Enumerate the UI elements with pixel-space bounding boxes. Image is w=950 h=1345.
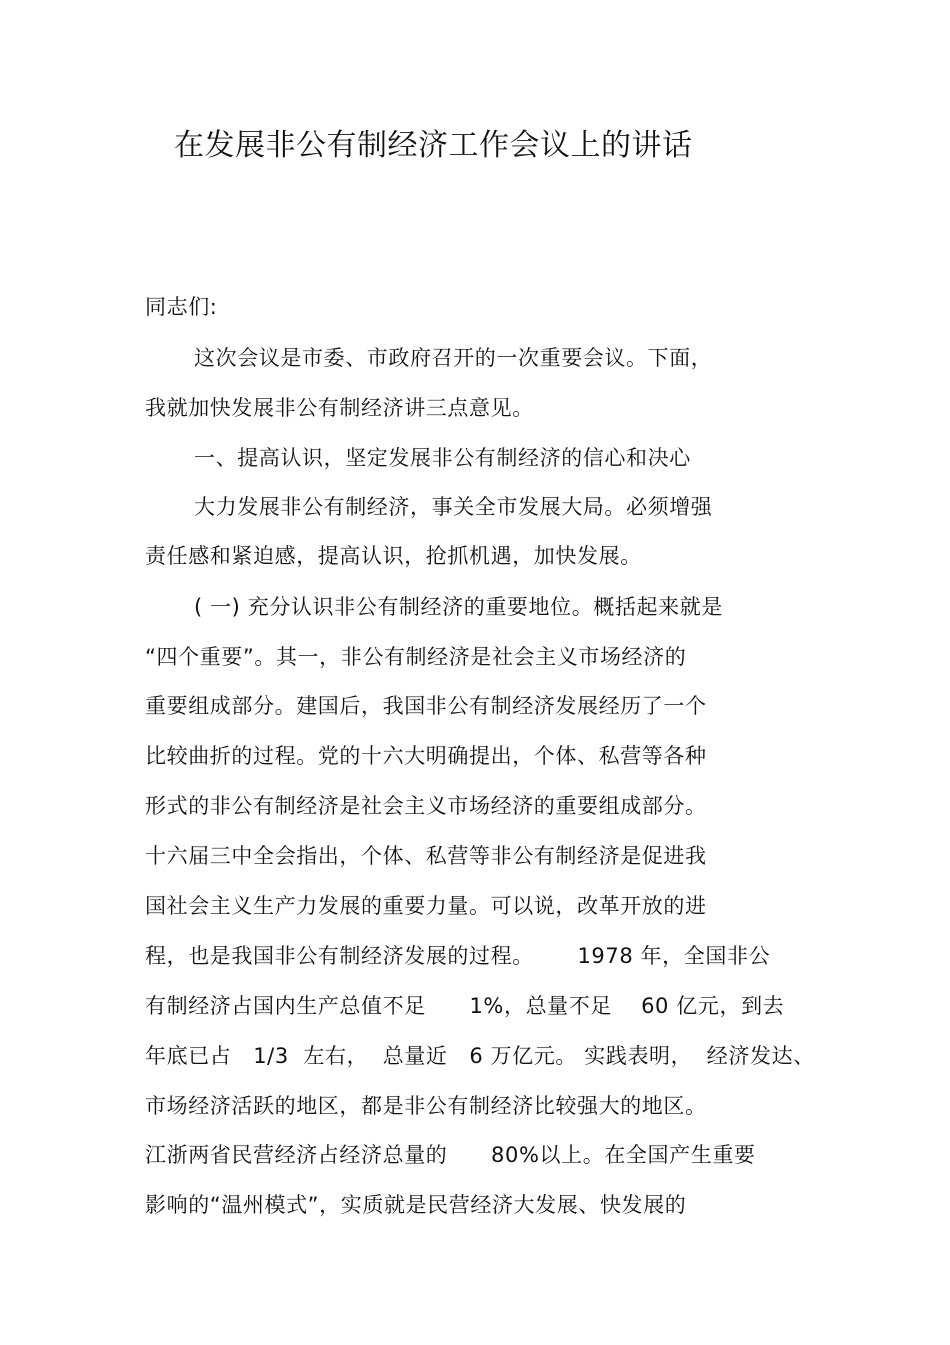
paragraph-line: 形式的非公有制经济是社会主义市场经济的重要组成部分。: [145, 794, 707, 818]
paragraph-line: 大力发展非公有制经济，事关全市发展大局。必须增强: [194, 495, 713, 519]
paragraph-line: 程，也是我国非公有制经济发展的过程。 1978 年，全国非公: [145, 944, 771, 968]
paragraph-line: 影响的“温州模式”，实质就是民营经济大发展、快发展的: [145, 1193, 687, 1217]
paragraph-line: 重要组成部分。建国后，我国非公有制经济发展经历了一个: [145, 694, 707, 718]
paragraph-line: 比较曲折的过程。党的十六大明确提出，个体、私营等各种: [145, 744, 707, 768]
paragraph-line: 我就加快发展非公有制经济讲三点意见。: [145, 396, 534, 420]
paragraph-line: 市场经济活跃的地区，都是非公有制经济比较强大的地区。: [145, 1094, 707, 1118]
paragraph-line: 这次会议是市委、市政府召开的一次重要会议。下面，: [194, 346, 713, 370]
salutation: 同志们:: [145, 295, 218, 319]
section-heading: 一、提高认识，坚定发展非公有制经济的信心和决心: [194, 446, 691, 470]
paragraph-line: “四个重要”。其一，非公有制经济是社会主义市场经济的: [145, 645, 687, 669]
paragraph-line: ( 一) 充分认识非公有制经济的重要地位。概括起来就是: [194, 595, 723, 619]
paragraph-line: 有制经济占国内生产总值不足 1%，总量不足 60 亿元，到去: [145, 994, 785, 1018]
paragraph-line: 责任感和紧迫感，提高认识，抢抓机遇，加快发展。: [145, 544, 642, 568]
paragraph-line: 年底已占 1/3 左右， 总量近 6 万亿元。 实践表明， 经济发达、: [145, 1044, 815, 1068]
paragraph-line: 国社会主义生产力发展的重要力量。可以说，改革开放的进: [145, 894, 707, 918]
page-title: 在发展非公有制经济工作会议上的讲话: [174, 128, 693, 163]
paragraph-line: 江浙两省民营经济占经济总量的 80%以上。在全国产生重要: [145, 1143, 756, 1167]
paragraph-line: 十六届三中全会指出，个体、私营等非公有制经济是促进我: [145, 844, 707, 868]
